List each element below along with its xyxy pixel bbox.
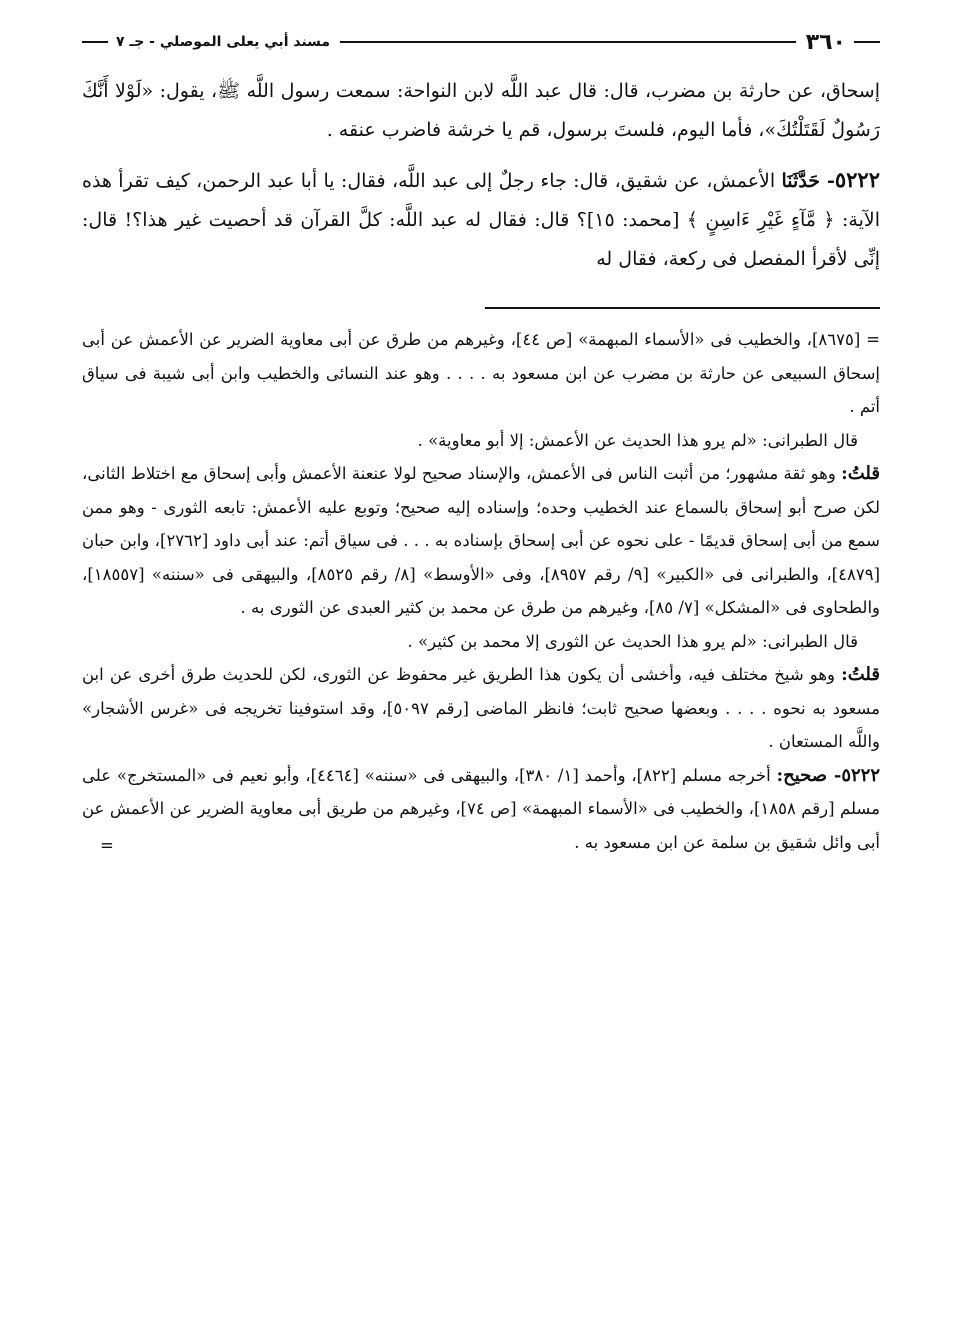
footnotes: [82, 323, 880, 863]
haddathana-word: - حَدَّثَنَا: [781, 170, 835, 192]
footnote-tabarani-1: قال الطبرانى: «لم يرو هذا الحديث عن الأعمش: إلا أبو معاوية» .: [417, 430, 858, 450]
hadith-text: الأعمش، عن شقيق، قال: جاء رجلٌ إلى عبد اللَّه، فقال: يا أبا عبد الرحمن، كيف تقرأ هذه الآية: ﴿ مَّآءٍ غَيْرِ ءَاسِنٍ ﴾ [محمد: ١٥]؟ قال: فقال له عبد اللَّه: كلَّ القرآن قد أحصيت غير هذا؟! قال: إنِّى لأقرأ المفصل فى ركعة، فقال له: [82, 170, 880, 270]
hadith-5222: [82, 160, 880, 279]
qultu-label: قلتُ:: [841, 463, 880, 484]
continuation-mark: =: [100, 836, 114, 855]
hadith-continuation: إسحاق، عن حارثة بن مضرب، قال: قال عبد اللَّه لابن النواحة: سمعت رسول اللَّه ﷺ، يقول: «لَوْلا أَنَّكَ رَسُولٌ لَقَتَلْتُكَ»، فأما اليوم، فلستَ برسول، قم يا خرشة فاضرب عنقه .: [82, 80, 880, 141]
book-title: مسند أبي يعلى الموصلي - جـ ٧: [116, 34, 331, 50]
footnote-qultu-1: [82, 457, 880, 625]
footnote-continuation: = [٨٦٧٥]، والخطيب فى «الأسماء المبهمة» [ص ٤٤]، وغيرهم من طرق عن أبى معاوية الضرير عن الأعمش عن أبى إسحاق السبيعى عن حارثة بن مضرب عن ابن مسعود به . . . . وهو عند النسائى والخطيب وابن أبى شيبة فى سياق أتم .: [82, 330, 880, 416]
takhrij-text: أخرجه مسلم [٨٢٢]، وأحمد [١/ ٣٨٠]، والبيهقى فى «سننه» [٤٤٦٤]، وأبو نعيم فى «المستخرج» على مسلم [رقم ١٨٥٨]، والخطيب فى «الأسماء المبهمة» [ص ٧٤]، وغيرهم من طريق أبى معاوية الضرير عن الأعمش عن أبى وائل شقيق بن سلمة عن ابن مسعود به .: [82, 765, 880, 852]
page: [82, 24, 880, 1319]
running-header: [82, 24, 880, 60]
header-dash-right: [854, 41, 880, 43]
qultu-label: قلتُ:: [841, 664, 880, 685]
qultu-text: وهو ثقة مشهور؛ من أثبت الناس فى الأعمش، والإسناد صحيح لولا عنعنة الأعمش وأبى إسحاق مع اختلاط الثانى، لكن صرح أبو إسحاق بالسماع عند الخطيب وحده؛ وإسناده إليه صحيح؛ وتوبع عليه الأعمش: تابعه الثورى - وهو ممن سمع من أبى إسحاق قديمًا - على نحوه عن أبى إسحاق بإسناده به . . . فى سياق أتم: عند أبى داود [٢٧٦٢]، وابن حبان [٤٨٧٩]، والطبرانى فى «الكبير» [٩/ رقم ٨٩٥٧]، وفى «الأوسط» [٨/ رقم ٨٥٢٥]، والبيهقى فى «سننه» [١٨٥٥٧]، والطحاوى فى «المشكل» [٧/ ٨٥]، وغيرهم من طرق عن محمد بن كثير العبدى عن الثورى به .: [82, 464, 881, 617]
footnote-qultu-2: [82, 658, 880, 759]
qultu-text: وهو شيخ مختلف فيه، وأخشى أن يكون هذا الطريق غير محفوظ عن الثورى، لكن للحديث طرق أخرى عن ابن مسعود به نحوه . . . . وبعضها صحيح ثابت؛ فانظر الماضى [رقم ٥٠٩٧]، وقد استوفينا تخريجه فى «غرس الأشجار» واللَّه المستعان .: [82, 665, 880, 751]
footnote-separator: [485, 307, 880, 309]
main-text: [82, 72, 880, 279]
footnote-tabarani-2: قال الطبرانى: «لم يرو هذا الحديث عن الثورى إلا محمد بن كثير» .: [407, 631, 858, 651]
takhrij-label: ٥٢٢٢- صحيح:: [776, 764, 880, 786]
header-rule: [340, 41, 796, 43]
page-number: ٣٦٠: [805, 29, 846, 55]
hadith-number: ٥٢٢٢: [834, 167, 880, 192]
header-dash-left: [82, 41, 108, 43]
